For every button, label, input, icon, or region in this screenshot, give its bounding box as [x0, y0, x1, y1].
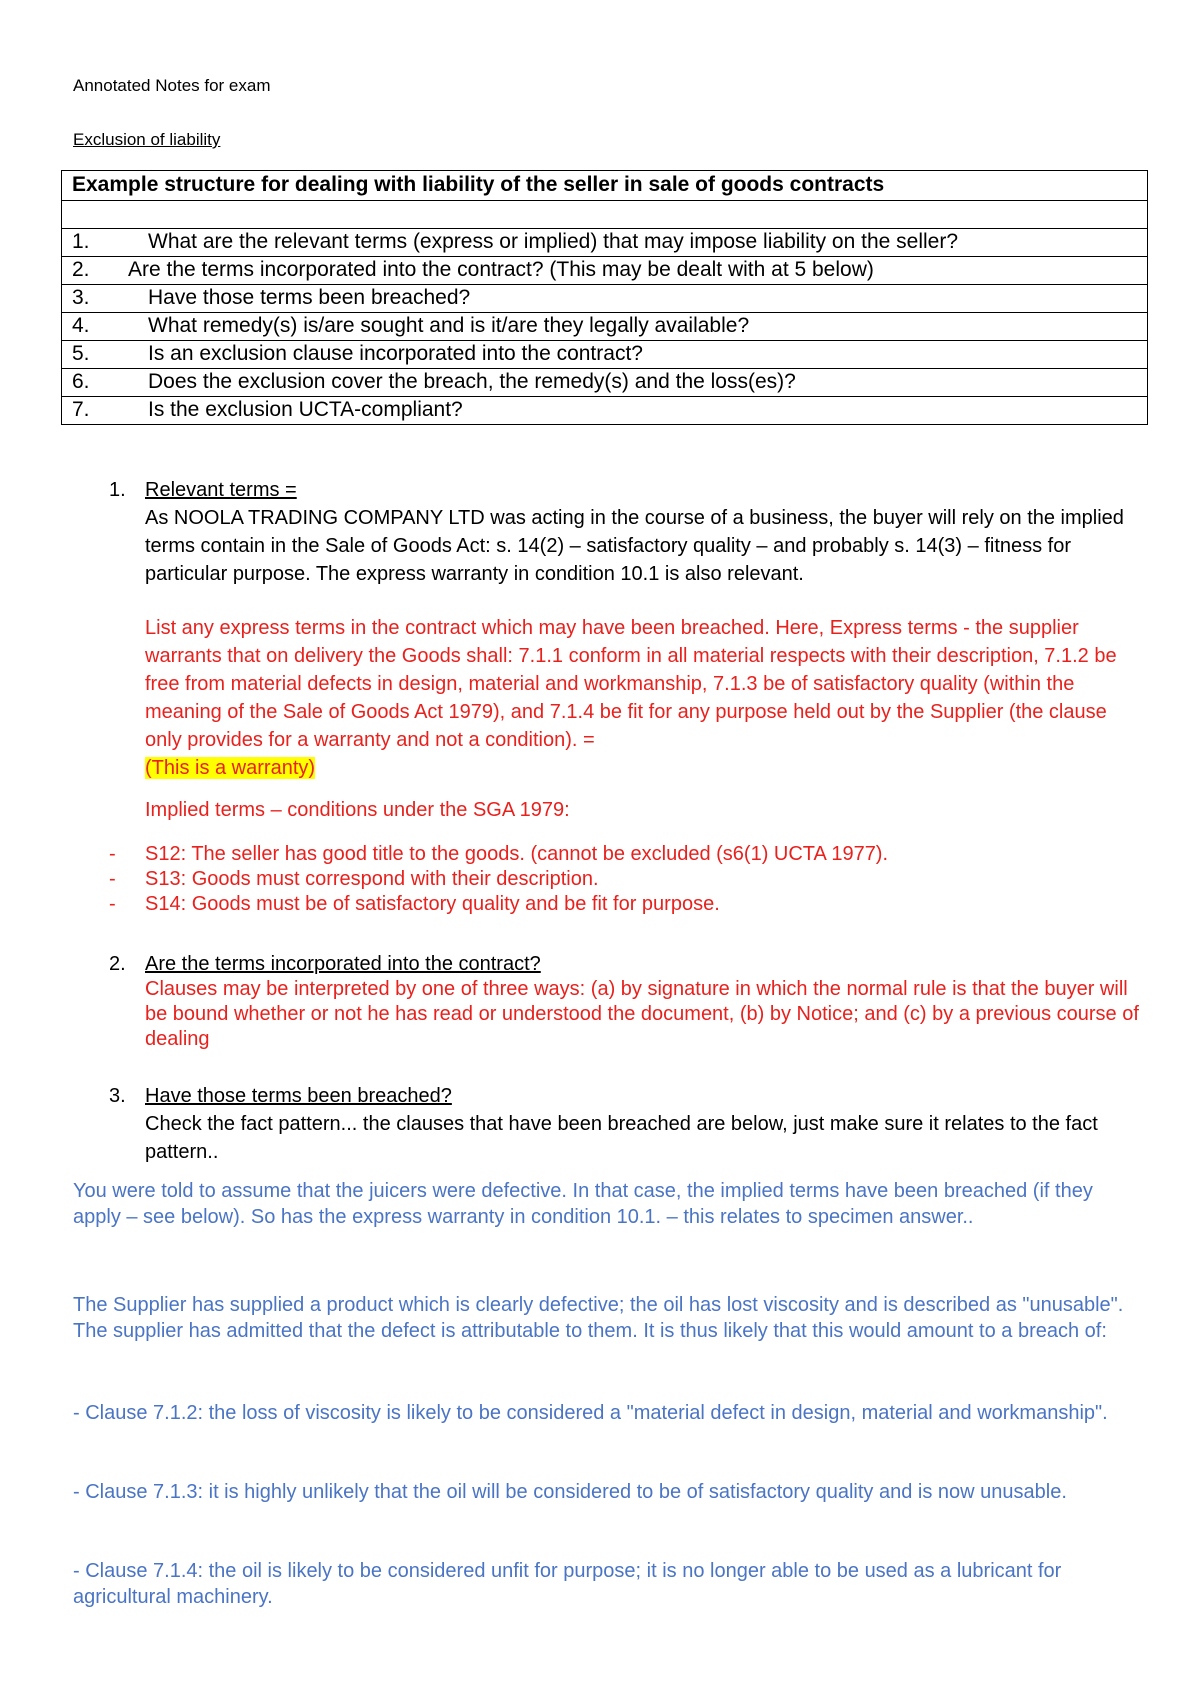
section-1-body: As NOOLA TRADING COMPANY LTD was acting in the course of a business, the buyer will rely on the implied terms contain in the Sale of Goods Act: s. 14(2) – satisfactory quality – and probably s. 14(3) – fitness for particular purpose. The express warranty in condition 10.1 is also relevant.	[145, 507, 1124, 585]
row-text: Are the terms incorporated into the contract? (This may be dealt with at 5 below)	[128, 258, 874, 282]
section-3-heading: Have those terms been breached?	[145, 1085, 452, 1107]
section-2-number: 2.	[109, 953, 126, 975]
answer-clause-7-1-2: - Clause 7.1.2: the loss of viscosity is likely to be considered a "material defect in design, material and workmanship".	[73, 1402, 1108, 1424]
row-text: Is an exclusion clause incorporated into the contract?	[148, 342, 643, 366]
table-row	[62, 313, 1148, 341]
structure-table	[61, 170, 1148, 425]
row-number: 6.	[72, 370, 90, 394]
section-2-heading: Are the terms incorporated into the contract?	[145, 953, 541, 975]
table-blank-row	[62, 201, 1148, 229]
row-number: 5.	[72, 342, 90, 366]
warranty-highlight: (This is a warranty)	[145, 757, 316, 779]
table-row	[62, 369, 1148, 397]
list-item: - S13: Goods must correspond with their description.	[109, 868, 599, 890]
row-number: 3.	[72, 286, 90, 310]
express-terms-note: List any express terms in the contract which may have been breached. Here, Express terms - the supplier warrants that on delivery the Goods shall: 7.1.1 conform in all material respects with their description, 7.1.2 be free from material defects in design, material and workmanship, 7.1.3 be of satisfactory quality (within the meaning of the Sale of Goods Act 1979), and 7.1.4 be fit for any purpose held out by the Supplier (the clause only provides for a warranty and not a condition). = (This is a warranty)	[145, 617, 1117, 779]
row-text: Have those terms been breached?	[148, 286, 471, 310]
table-heading: Example structure for dealing with liability of the seller in sale of goods contracts	[62, 171, 1148, 201]
row-number: 7.	[72, 398, 90, 422]
section-1-heading: Relevant terms =	[145, 479, 297, 501]
table-row	[62, 229, 1148, 257]
table-row	[62, 285, 1148, 313]
section-2-body: Clauses may be interpreted by one of three ways: (a) by signature in which the normal rule is that the buyer will be bound whether or not he has read or understood the document, (b) by Notice; and (c) by a previous course of dealing	[145, 978, 1139, 1050]
section-3-body: Check the fact pattern... the clauses that have been breached are below, just make sure it relates to the fact pattern..	[145, 1113, 1098, 1163]
row-text: What are the relevant terms (express or implied) that may impose liability on the seller?	[148, 230, 958, 254]
document-title: Annotated Notes for exam	[73, 76, 271, 95]
table-row	[62, 341, 1148, 369]
section-1-number: 1.	[109, 479, 126, 501]
section-3	[109, 1082, 1139, 1166]
row-text: Does the exclusion cover the breach, the remedy(s) and the loss(es)?	[148, 370, 796, 394]
row-number: 4.	[72, 314, 90, 338]
list-item: - S12: The seller has good title to the goods. (cannot be excluded (s6(1) UCTA 1977).	[109, 843, 889, 865]
section-heading: Exclusion of liability	[73, 130, 221, 149]
answer-paragraph-2: The Supplier has supplied a product which is clearly defective; the oil has lost viscosity and is described as "unusable". The supplier has admitted that the defect is attributable to them. It is thus likely that this would amount to a breach of:	[73, 1294, 1124, 1342]
table-header-row	[62, 171, 1148, 201]
implied-terms-heading: Implied terms – conditions under the SGA 1979:	[145, 799, 570, 821]
list-item: - S14: Goods must be of satisfactory quality and be fit for purpose.	[109, 893, 720, 915]
section-1	[109, 476, 1139, 824]
section-3-number: 3.	[109, 1085, 126, 1107]
row-number: 1.	[72, 230, 90, 254]
section-2	[109, 952, 1139, 1052]
row-text: Is the exclusion UCTA-compliant?	[148, 398, 463, 422]
row-number: 2.	[72, 258, 90, 282]
row-text: What remedy(s) is/are sought and is it/are they legally available?	[148, 314, 750, 338]
answer-paragraph-1: You were told to assume that the juicers were defective. In that case, the implied terms have been breached (if they apply – see below). So has the express warranty in condition 10.1. – this relates to specimen answer..	[73, 1180, 1093, 1228]
answer-clause-7-1-4: - Clause 7.1.4: the oil is likely to be considered unfit for purpose; it is no longer able to be used as a lubricant for agricultural machinery.	[73, 1560, 1062, 1608]
answer-clause-7-1-3: - Clause 7.1.3: it is highly unlikely that the oil will be considered to be of satisfactory quality and is now unusable.	[73, 1481, 1067, 1503]
implied-terms-list	[109, 842, 1139, 917]
table-row	[62, 257, 1148, 285]
table-row	[62, 397, 1148, 425]
